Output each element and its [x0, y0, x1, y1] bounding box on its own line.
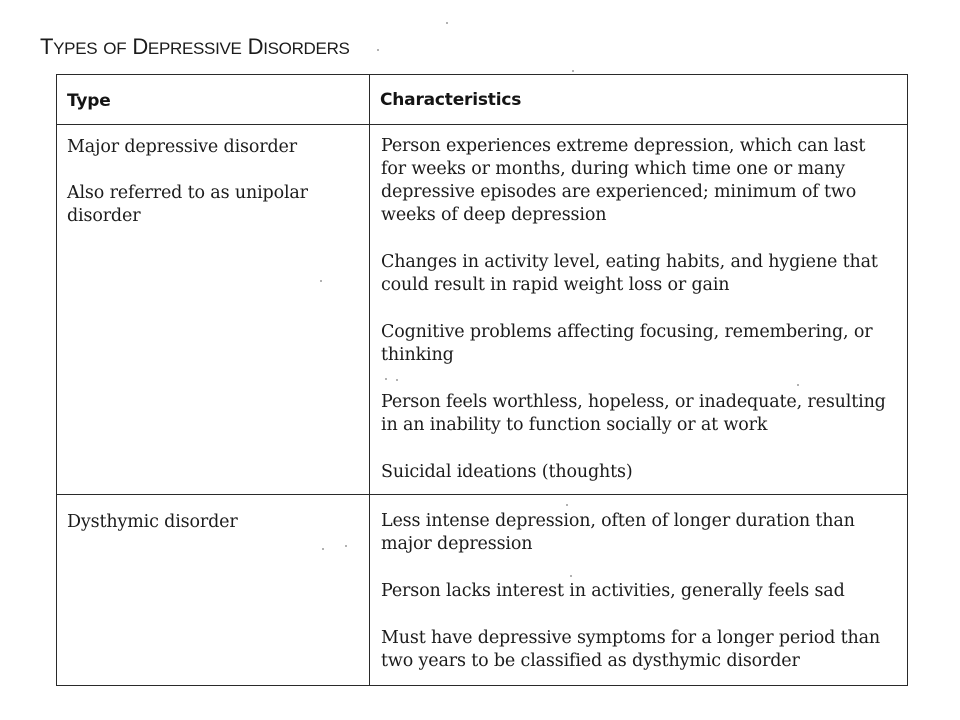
scan-speck [320, 280, 322, 282]
characteristic-item: Cognitive problems affecting focusing, remembering, or thinking [381, 322, 873, 365]
scan-speck [345, 545, 347, 547]
type-alias: Also referred to as unipolar disorder [67, 183, 308, 226]
scan-speck [377, 49, 379, 51]
header-characteristics: Characteristics [380, 90, 522, 110]
scan-speck [797, 384, 799, 386]
header-divider [57, 124, 907, 125]
characteristic-item: Must have depressive symptoms for a longer period than two years to be classified as dysthymic disorder [381, 628, 881, 671]
scan-speck [566, 504, 568, 506]
table-row-2-characteristics [381, 510, 893, 673]
type-name: Major depressive disorder [67, 137, 297, 157]
title-word-2: OF [103, 39, 127, 58]
scan-speck [385, 378, 387, 380]
characteristic-item: Suicidal ideations (thoughts) [381, 462, 633, 482]
table-row-1-type [67, 136, 352, 228]
row-divider [57, 494, 907, 495]
title-word-1-rest: YPES [53, 39, 98, 58]
scan-speck [446, 22, 448, 24]
characteristic-item: Person lacks interest in activities, generally feels sad [381, 581, 845, 601]
column-divider [369, 75, 370, 685]
title-word-4-initial: D [247, 34, 264, 59]
type-name: Dysthymic disorder [67, 512, 238, 532]
header-type: Type [67, 91, 111, 111]
title-word-3-rest: EPRESSIVE [147, 39, 242, 58]
scan-speck [396, 379, 398, 381]
scan-speck [322, 548, 324, 550]
scan-speck [572, 70, 574, 72]
table-row-1-characteristics [381, 135, 893, 484]
characteristic-item: Person experiences extreme depression, which can last for weeks or months, during which time one or many depressive episodes are experienced; minimum of two weeks of deep depression [381, 136, 866, 225]
table-row-2-type [67, 511, 352, 534]
scan-speck [570, 575, 572, 577]
characteristic-item: Changes in activity level, eating habits, and hygiene that could result in rapid weight loss or gain [381, 252, 878, 295]
page-title [40, 34, 350, 60]
title-word-3-initial: D [132, 34, 148, 59]
title-word-1-initial: T [40, 34, 54, 59]
title-word-4-rest: ISORDERS [263, 39, 350, 58]
characteristic-item: Person feels worthless, hopeless, or inadequate, resulting in an inability to function socially or at work [381, 392, 886, 435]
characteristic-item: Less intense depression, often of longer duration than major depression [381, 511, 855, 554]
disorders-table [56, 74, 908, 686]
